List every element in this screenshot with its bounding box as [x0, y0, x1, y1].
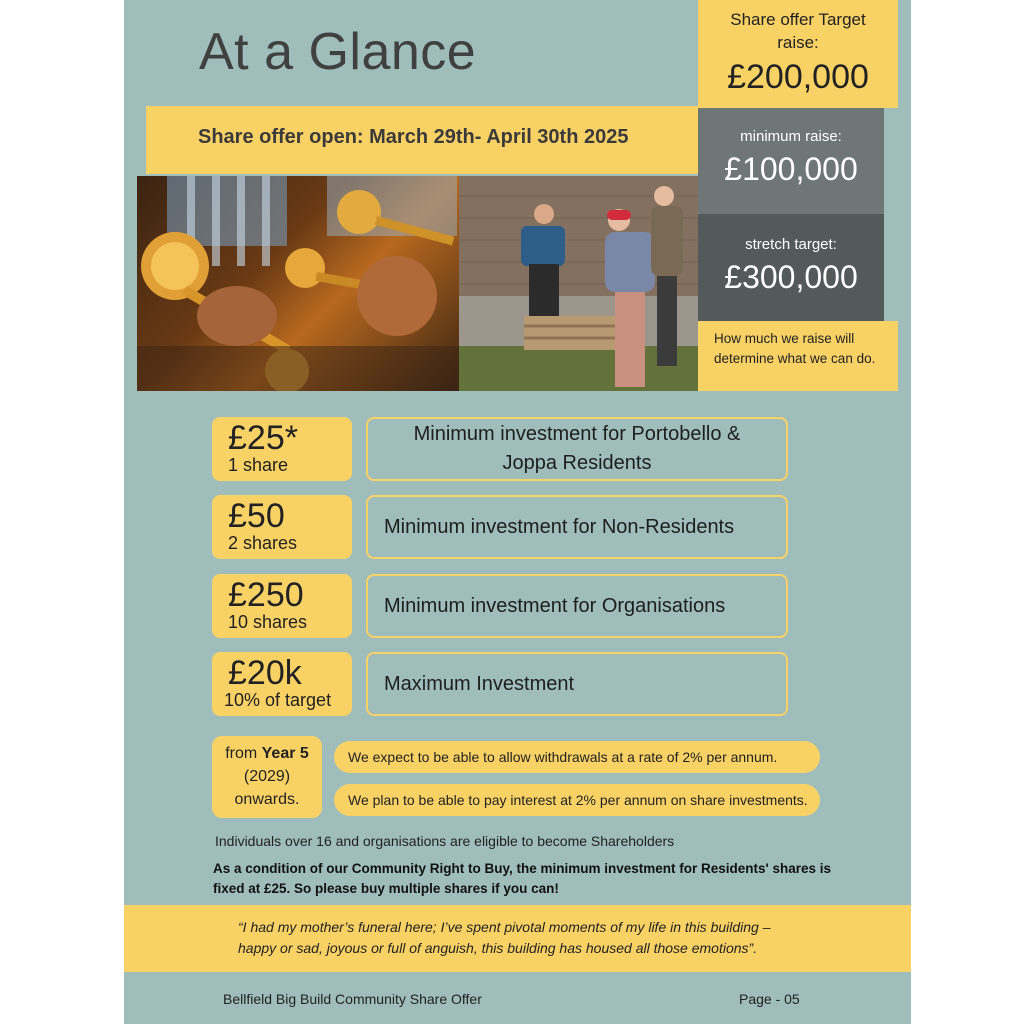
minimum-raise-label: minimum raise: [740, 128, 842, 145]
stretch-target-box [698, 214, 884, 321]
from-year-box [212, 736, 322, 818]
share-offer-page [124, 0, 911, 1024]
investment-price-maximum [212, 652, 352, 716]
condition-text: As a condition of our Community Right to Buy, the minimum investment for Residents' shares is fixed at £25. So please buy multiple shares if you can! [213, 861, 832, 896]
brass-band-photo [137, 176, 459, 391]
withdrawals-pill [334, 741, 820, 773]
interest-pill [334, 784, 820, 816]
price-shares: 10 shares [228, 612, 308, 632]
minimum-raise-amount: £100,000 [724, 151, 858, 187]
target-raise-label: Share offer Target raise: [730, 10, 866, 52]
volunteers-photo [459, 176, 698, 391]
share-offer-open-banner [146, 106, 698, 174]
investment-desc-maximum [366, 652, 788, 716]
price-shares: 10% of target [224, 690, 332, 710]
from-year: Year 5 [261, 745, 309, 762]
withdrawals-text: We expect to be able to allow withdrawals at a rate of 2% per annum. [348, 749, 778, 765]
price-amount: £250 [228, 576, 304, 614]
target-raise-box [698, 0, 898, 108]
interest-text: We plan to be able to pay interest at 2% per annum on share investments. [348, 792, 808, 808]
quote-text: “I had my mother’s funeral here; I’ve spent pivotal moments of my life in this building – happy or sad, joyous or full of anguish, this building has housed all those emotions”. [238, 919, 771, 956]
from-suffix: onwards. [234, 791, 300, 808]
investment-desc-text: Minimum investment for Portobello & Joppa Residents [413, 423, 741, 474]
price-shares: 1 share [228, 455, 289, 475]
from-prefix: from [225, 745, 258, 762]
stretch-target-label: stretch target: [745, 236, 837, 253]
share-offer-open-text: Share offer open: March 29th- April 30th 2025 [198, 126, 629, 148]
page-number: Page - 05 [739, 991, 800, 1007]
quote-band [124, 905, 911, 972]
price-amount: £20k [228, 654, 302, 692]
investment-price-residents [212, 417, 352, 481]
raise-note-box [698, 321, 898, 391]
price-amount: £50 [228, 497, 285, 535]
investment-desc-text: Minimum investment for Non-Residents [384, 515, 735, 538]
investment-desc-organisations [366, 574, 788, 638]
from-year-paren: (2029) [243, 768, 291, 785]
minimum-raise-box [698, 108, 884, 214]
investment-price-non-residents [212, 495, 352, 559]
target-raise-amount: £200,000 [727, 58, 869, 96]
investment-desc-residents [366, 417, 788, 481]
price-amount: £25* [228, 419, 298, 457]
raise-note-text: How much we raise will determine what we can do. [714, 331, 876, 366]
investment-price-organisations [212, 574, 352, 638]
investment-desc-text: Minimum investment for Organisations [384, 594, 726, 617]
page-title: At a Glance [199, 23, 477, 81]
investment-desc-text: Maximum Investment [384, 672, 575, 695]
price-shares: 2 shares [228, 533, 298, 553]
investment-desc-non-residents [366, 495, 788, 559]
stretch-target-amount: £300,000 [724, 259, 858, 295]
eligibility-text: Individuals over 16 and organisations are eligible to become Shareholders [215, 833, 675, 849]
footer-title: Bellfield Big Build Community Share Offer [223, 991, 482, 1007]
